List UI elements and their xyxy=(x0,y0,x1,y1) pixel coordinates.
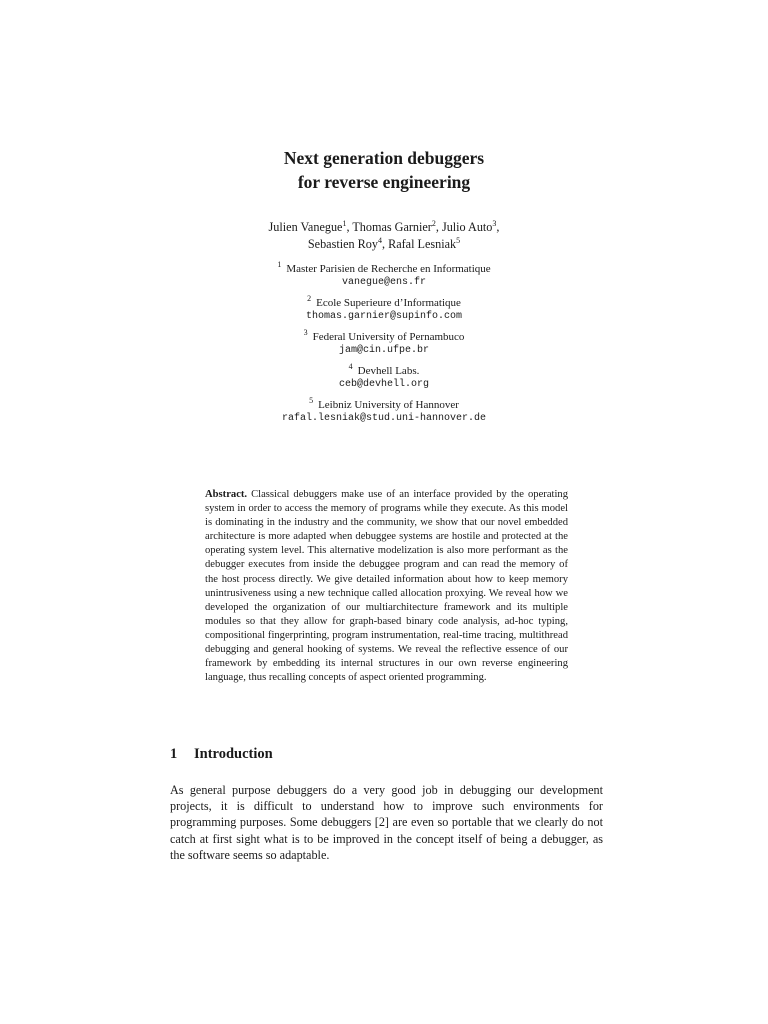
section-heading xyxy=(170,745,273,763)
affiliation-name: Leibniz University of Hannover xyxy=(318,399,459,411)
affiliation-name: Ecole Superieure d’Informatique xyxy=(316,297,461,309)
abstract-label: Abstract. xyxy=(205,489,248,500)
author-name: Thomas Garnier xyxy=(352,220,432,234)
author-mark: 5 xyxy=(456,236,461,245)
author-mark: 2 xyxy=(431,219,436,228)
affiliation-mark: 5 xyxy=(309,396,314,405)
affiliation-email: vanegue@ens.fr xyxy=(341,277,426,288)
author-line-2 xyxy=(0,236,768,253)
affiliation-name: Devhell Labs. xyxy=(357,365,420,377)
affiliation-email: ceb@devhell.org xyxy=(338,379,429,390)
paper-title xyxy=(0,146,768,194)
affiliation-email: jam@cin.ufpe.br xyxy=(338,345,429,356)
author-mark: 4 xyxy=(377,236,382,245)
affiliation-mark: 3 xyxy=(303,328,308,337)
affiliation xyxy=(0,364,768,392)
author-separator: , xyxy=(346,220,353,234)
introduction-paragraph: As general purpose debuggers do a very good job in debugging our development projects, it is difficult to understand how to improve such environments for programming purposes. Some debuggers [2] are even so portable that we clearly do not catch at first sight what is to be improved in the concept itself of being a debugger, as the software seems so adaptable. xyxy=(170,783,603,862)
author-separator: , xyxy=(435,220,442,234)
affiliation xyxy=(0,296,768,324)
affiliation-name: Master Parisien de Recherche en Informatique xyxy=(286,263,491,275)
affiliation xyxy=(0,330,768,358)
affiliation-name: Federal University of Pernambuco xyxy=(312,331,465,343)
author-separator: , xyxy=(496,220,500,234)
affiliation-email: thomas.garnier@supinfo.com xyxy=(305,311,463,322)
author-separator: , xyxy=(381,237,389,251)
author-name: Rafal Lesniak xyxy=(388,237,457,251)
abstract xyxy=(205,488,568,685)
author-mark: 3 xyxy=(492,219,497,228)
title-line-2: for reverse engineering xyxy=(297,172,471,192)
affiliation-mark: 1 xyxy=(277,260,282,269)
affiliation-email: rafal.lesniak@stud.uni-hannover.de xyxy=(281,413,487,424)
affiliation-mark: 4 xyxy=(348,362,353,371)
section-number: 1 xyxy=(170,746,178,762)
affiliation-mark: 2 xyxy=(307,294,312,303)
author-name: Julien Vanegue xyxy=(268,220,343,234)
affiliation xyxy=(0,398,768,426)
section-title: Introduction xyxy=(194,746,273,762)
author-name: Julio Auto xyxy=(441,220,493,234)
affiliation-list xyxy=(0,262,768,432)
author-list xyxy=(0,219,768,253)
author-mark: 1 xyxy=(342,219,347,228)
affiliation xyxy=(0,262,768,290)
author-name: Sebastien Roy xyxy=(307,237,378,251)
abstract-text: Classical debuggers make use of an interface provided by the operating system in order to access the memory of programs while they execute. As this model is dominating in the industry and the community, we show that our novel embedded architecture is more adapted when debuggee systems are hostile and protected at the operating system level. This alternative modelization is also more performant as the debugger executes from inside the debuggee program and can read the memory of the host process directly. We give detailed information about how to keep memory unintrusiveness using a new technique called allocation proxying. We reveal how we developed the organization of our multiarchitecture framework and its multiple modules so that they allow for graph-based binary code analysis, ad-hoc typing, compositional fingerprinting, program instrumentation, real-time tracing, multithread debugging and general hooking of systems. We reveal the reflective essence of our framework by embedding its internal structures in our own reverse engineering language, thus recalling concepts of aspect oriented programming. xyxy=(205,489,568,684)
author-line-1 xyxy=(0,219,768,236)
title-line-1: Next generation debuggers xyxy=(283,148,485,168)
